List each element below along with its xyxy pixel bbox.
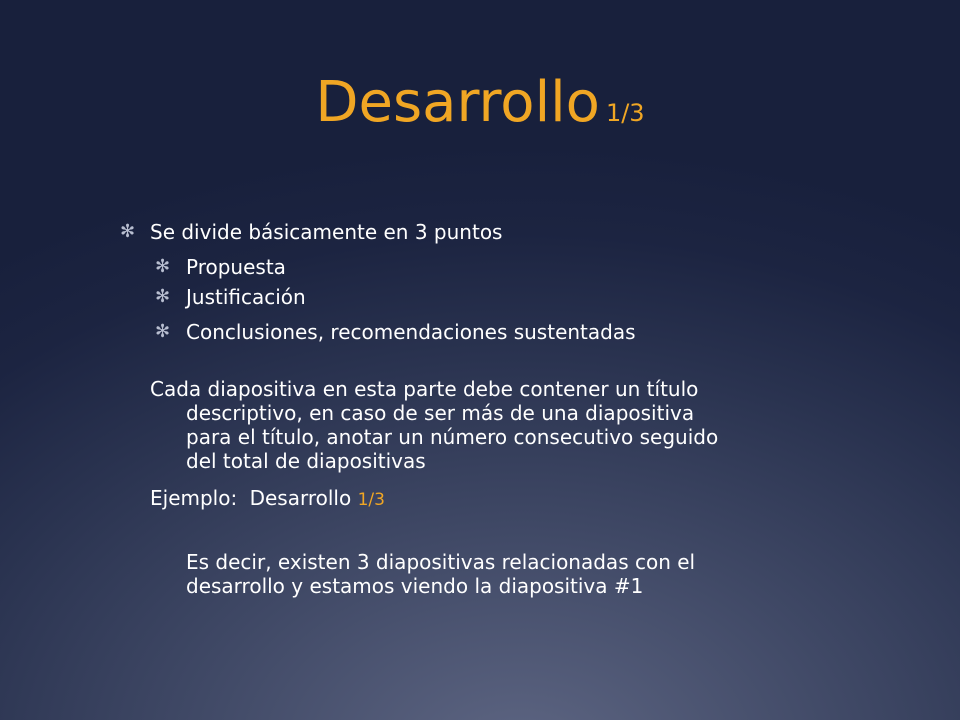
asterisk-bullet-icon: ✻ <box>120 221 136 242</box>
explanation-line-1: Es decir, existen 3 diapositivas relacionadas con el <box>186 550 696 574</box>
example-label: Ejemplo: <box>150 486 238 510</box>
paragraph-line-2: descriptivo, en caso de ser más de una diapositiva <box>186 401 695 425</box>
sub-bullet-conclusiones: Conclusiones, recomendaciones sustentadas <box>186 320 636 344</box>
paragraph-line-3: para el título, anotar un número consecutivo seguido <box>186 425 719 449</box>
asterisk-bullet-icon: ✻ <box>155 321 171 342</box>
slide-title-text: Desarrollo <box>315 70 600 135</box>
slide-title <box>0 68 960 148</box>
example-fraction: 1/3 <box>357 490 385 510</box>
slide-title-fraction: 1/3 <box>605 99 645 127</box>
asterisk-bullet-icon: ✻ <box>155 256 171 277</box>
main-bullet-text: Se divide básicamente en 3 puntos <box>150 220 503 244</box>
sub-bullet-propuesta: Propuesta <box>186 255 286 279</box>
example-line <box>150 485 385 513</box>
paragraph-line-1: Cada diapositiva en esta parte debe contener un título <box>150 377 699 401</box>
explanation-line-2: desarrollo y estamos viendo la diapositiva #1 <box>186 574 644 598</box>
example-value: Desarrollo <box>249 486 352 510</box>
paragraph-line-4: del total de diapositivas <box>186 449 426 473</box>
sub-bullet-justificacion: Justificación <box>186 285 306 309</box>
asterisk-bullet-icon: ✻ <box>155 286 171 307</box>
